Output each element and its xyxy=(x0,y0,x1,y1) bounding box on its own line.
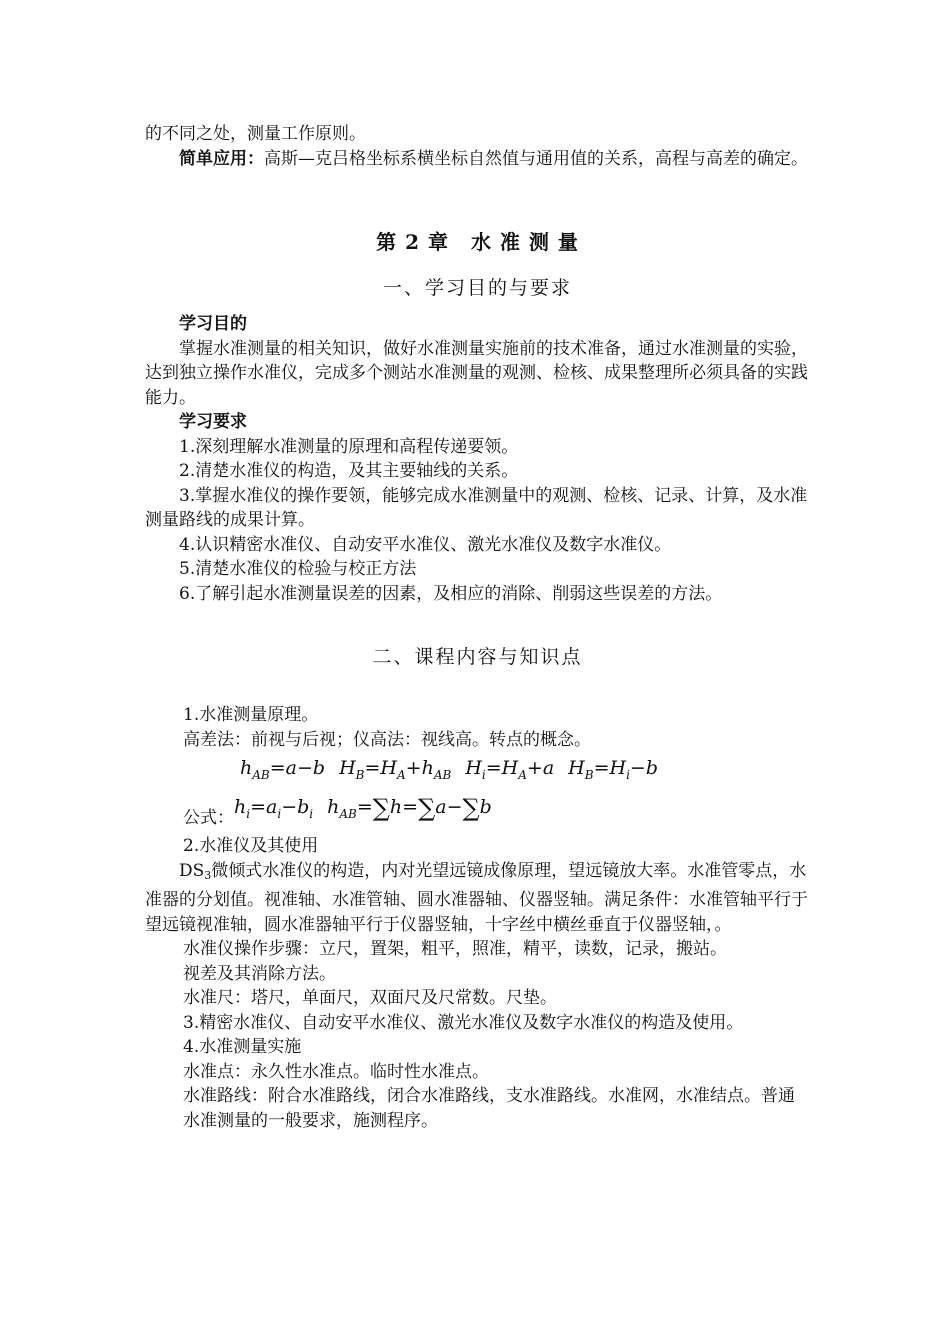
ds3-model: DS xyxy=(179,860,205,881)
height-difference-method: 高差法：前视与后视；仪高法：视线高。转点的概念。 xyxy=(183,729,591,750)
simple-application-text: 高斯—克吕格坐标系横坐标自然值与通用值的关系，高程与高差的确定。 xyxy=(264,148,808,169)
content-item-4: 4.水准测量实施 xyxy=(183,1037,302,1057)
purpose-label: 学习目的 xyxy=(179,314,247,334)
requirements-label: 学习要求 xyxy=(179,412,247,432)
ds3-subscript: 3 xyxy=(204,868,212,882)
benchmark-text: 水准点：永久性水准点。临时性水准点。 xyxy=(183,1061,489,1082)
content-item-1: 1.水准测量原理。 xyxy=(183,705,319,725)
requirement-item: 3.掌握水准仪的操作要领，能够完成水准测量中的观测、检核、记录、计算，及水准测量路线的成果计算。 xyxy=(145,485,808,530)
requirement-item: 6.了解引起水准测量误差的因素，及相应的消除、削弱这些误差的方法。 xyxy=(179,583,723,604)
chapter-title: 水 准 测 量 xyxy=(470,230,579,254)
requirement-item: 2.清楚水准仪的构造，及其主要轴线的关系。 xyxy=(179,461,519,481)
leveling-route-text: 水准路线：附合水准路线，闭合水准路线，支水准路线。水准网，水准结点。普通水准测量的一般要求，施测程序。 xyxy=(183,1086,795,1131)
content-item-2: 2.水准仪及其使用 xyxy=(183,836,319,856)
section-heading-2: 二、课程内容与知识点 xyxy=(372,646,583,668)
formula-label: 公式： xyxy=(183,808,234,828)
formula-line-1: $h_{AB}=a-b$ $H_B=H_A+h_{AB}$ $H_i=H_A+a$ $H_B=H_i-b$ xyxy=(240,757,658,782)
ds3-paragraph xyxy=(145,859,810,938)
content-item-3: 3.精密水准仪、自动安平水准仪、激光水准仪及数字水准仪的构造及使用。 xyxy=(183,1012,744,1033)
section-heading-1: 一、学习目的与要求 xyxy=(382,277,572,299)
intro-line: 的不同之处，测量工作原则。 xyxy=(145,124,366,144)
ds3-text: 微倾式水准仪的构造，内对光望远镜成像原理，望远镜放大率。水准管零点，水准器的分划值。视准轴、水准管轴、圆水准器轴、仪器竖轴。满足条件：水准管轴平行于望远镜视准轴，圆水准器轴平行于仪器竖轴，十字丝中横丝垂直于仪器竖轴，。 xyxy=(145,860,808,935)
chapter-heading xyxy=(145,226,810,255)
chapter-number: 第 2 章 xyxy=(376,230,449,254)
simple-application-paragraph xyxy=(145,147,810,172)
purpose-text: 掌握水准测量的相关知识，做好水准测量实施前的技术准备，通过水准测量的实验，达到独立操作水准仪，完成多个测站水准测量的观测、检核、成果整理所必须具备的实践能力。 xyxy=(145,338,808,408)
requirement-item: 1.深刻理解水准测量的原理和高程传递要领。 xyxy=(179,436,519,457)
parallax-text: 视差及其消除方法。 xyxy=(183,963,336,984)
level-rod-text: 水准尺：塔尺，单面尺，双面尺及尺常数。尺垫。 xyxy=(183,988,557,1008)
simple-application-label: 简单应用： xyxy=(179,148,264,169)
requirement-item: 4.认识精密水准仪、自动安平水准仪、激光水准仪及数字水准仪。 xyxy=(179,534,672,555)
formula-line-2: 公式：$h_i=a_i-b_i$ $h_{AB}=\sum h=\sum a-\sum b$ xyxy=(183,794,492,828)
operation-steps: 水准仪操作步骤：立尺，置架，粗平，照准，精平，读数，记录，搬站。 xyxy=(183,939,727,959)
requirement-item: 5.清楚水准仪的检验与校正方法 xyxy=(179,559,417,579)
document-page xyxy=(145,122,810,1133)
